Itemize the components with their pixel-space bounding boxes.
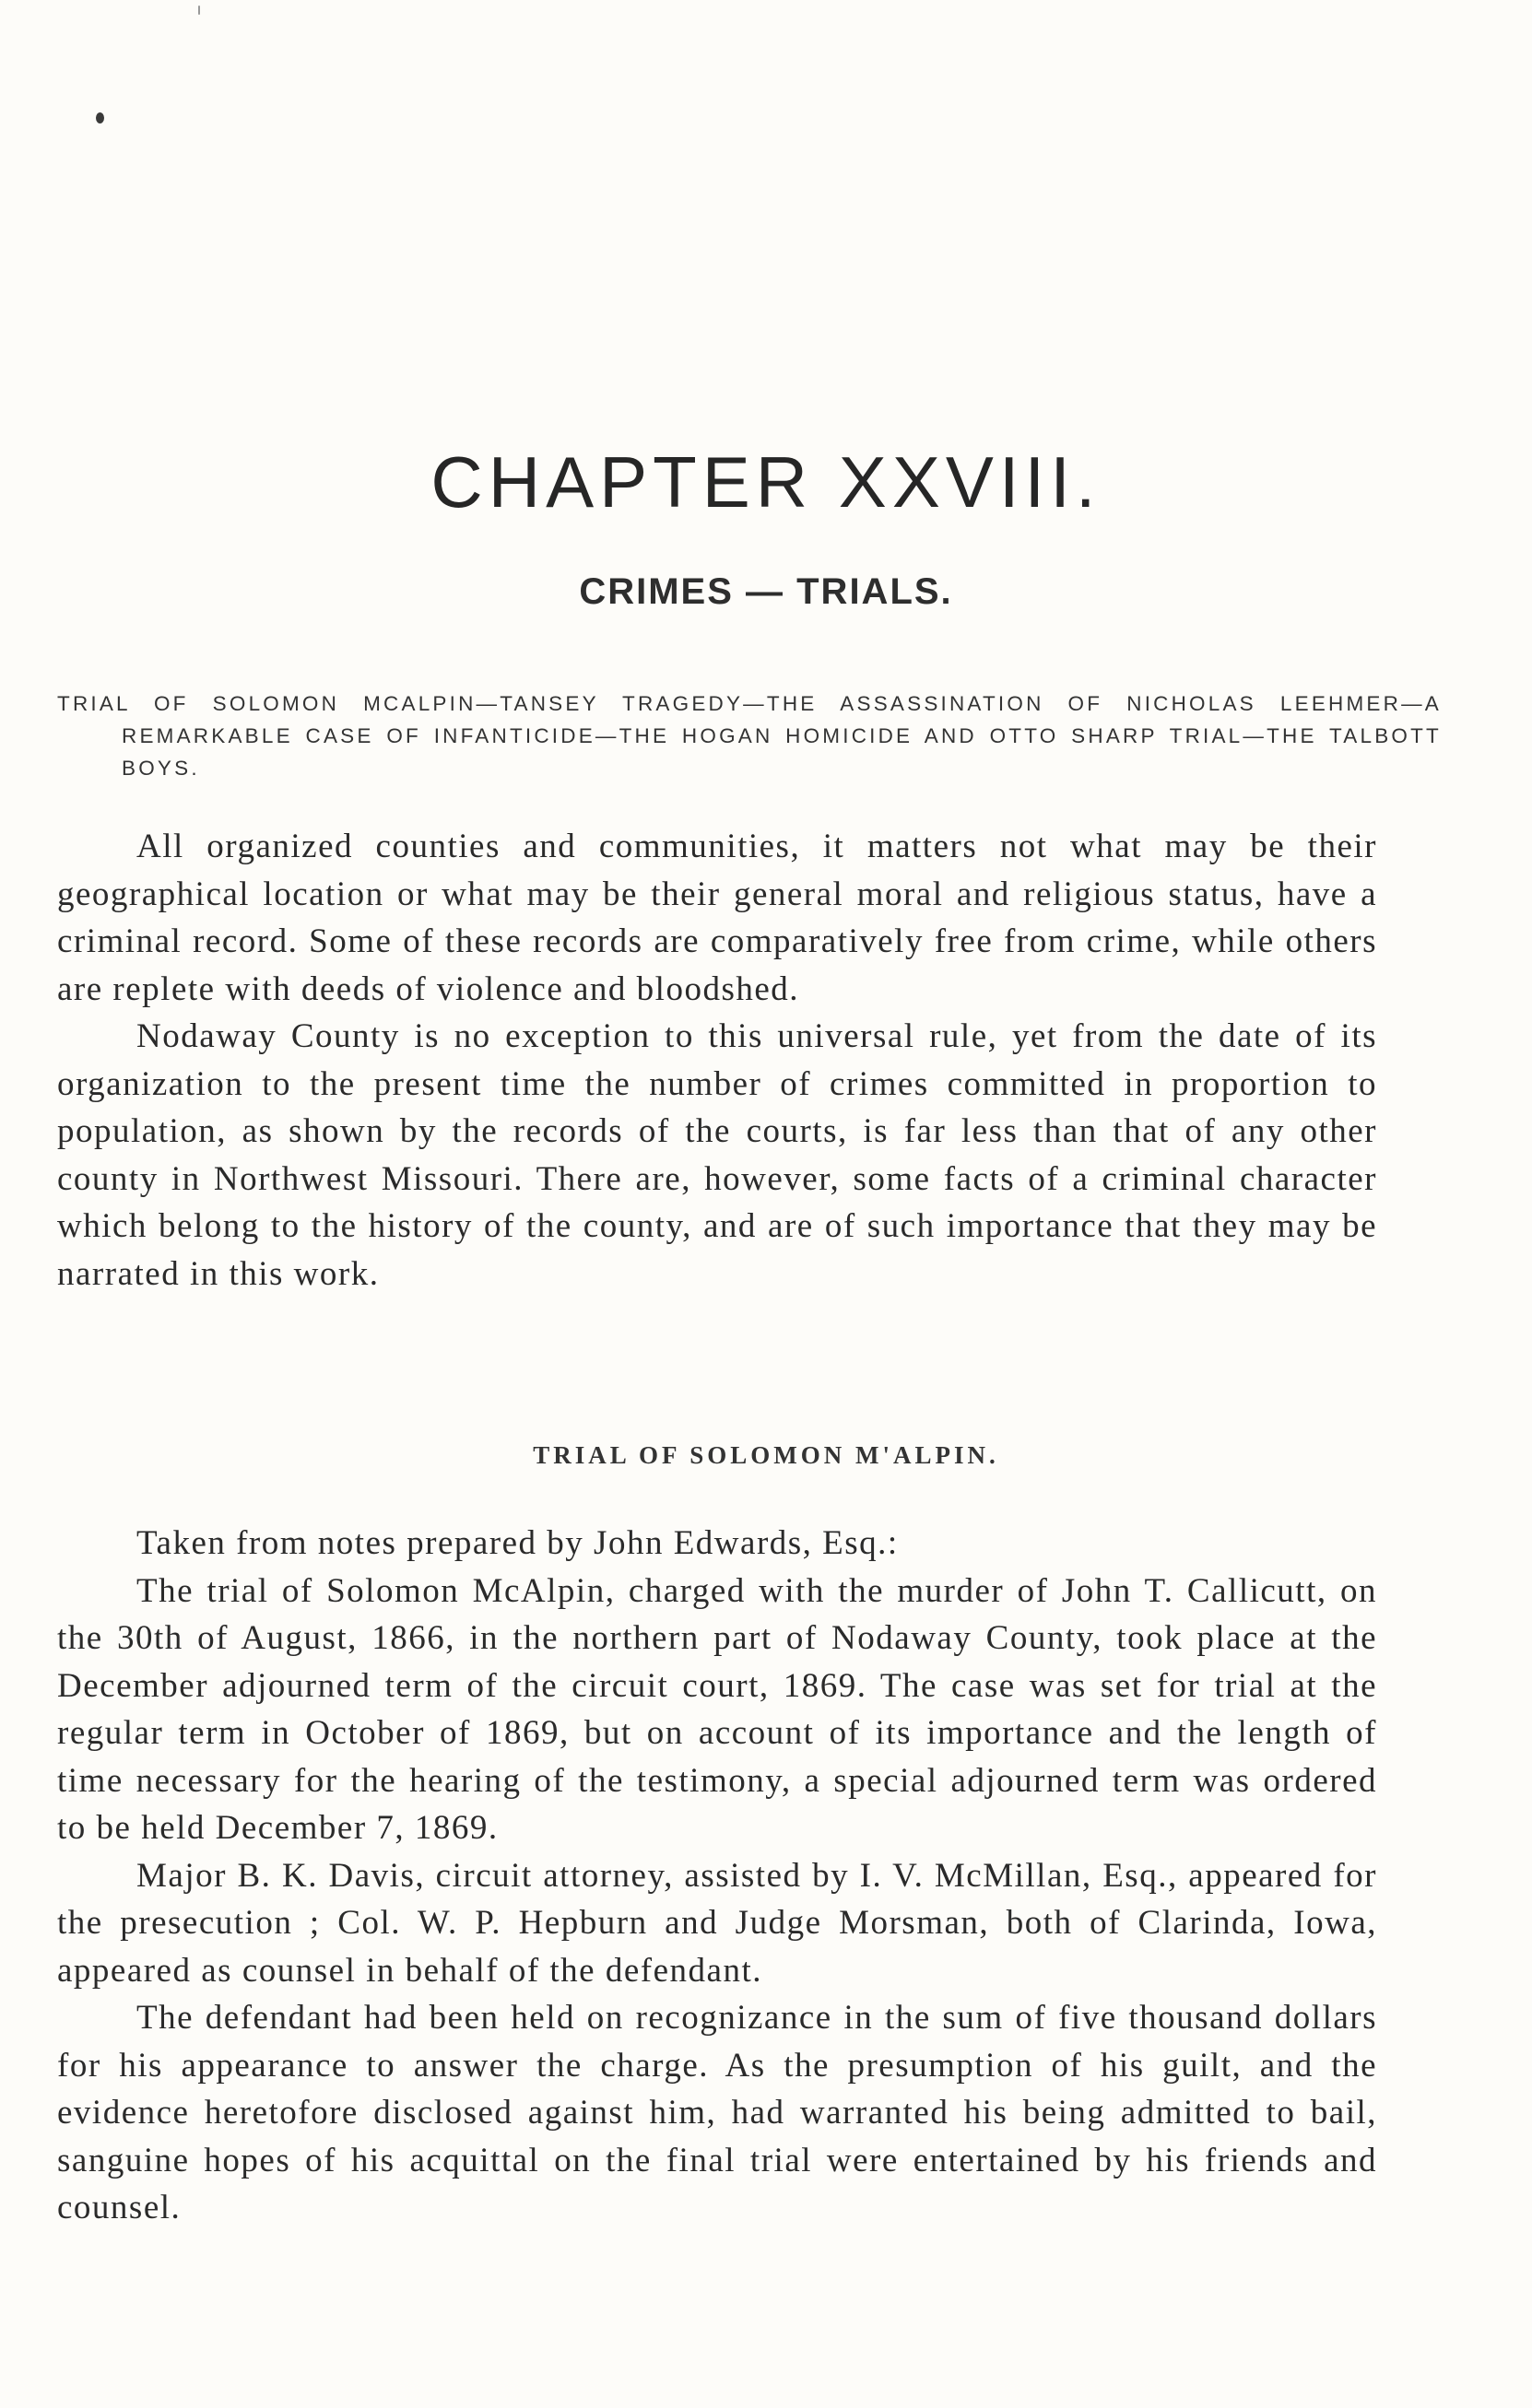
ink-speck-mark	[96, 112, 104, 123]
paragraph: All organized counties and communities, it matters not what may be their geographical location or what may be their general moral and religious status, have a criminal record. Some of these records are comparatively free from crime, while others are replete with deeds of violence and bloodshed.	[57, 828, 1377, 1008]
chapter-subtitle: CRIMES — TRIALS.	[579, 571, 953, 612]
ink-speck-mark	[198, 6, 200, 15]
section-heading: TRIAL OF SOLOMON M'ALPIN.	[533, 1441, 999, 1469]
paragraph: Taken from notes prepared by John Edwards, Esq.:	[136, 1524, 899, 1562]
paragraph: Major B. K. Davis, circuit attorney, assisted by I. V. McMillan, Esq., appeared for the presecution ; Col. W. P. Hepburn and Judge Morsman, both of Clarinda, Iowa, appeared as counsel in behalf of the defendant.	[57, 1856, 1377, 1990]
chapter-title: CHAPTER XXVIII.	[430, 441, 1102, 523]
paragraph: Nodaway County is no exception to this universal rule, yet from the date of its organization to the present time the number of crimes committed in proportion to population, as shown by the records of the courts, is far less than that of any other county in Northwest Missouri. There are, however, some facts of a criminal character which belong to the history of the county, and are of such importance that they may be narrated in this work.	[57, 1017, 1377, 1293]
paragraph: The defendant had been held on recognizance in the sum of five thousand dollars for his appearance to answer the charge. As the presumption of his guilt, and the evidence heretofore disclosed against him, had warranted his being admitted to bail, sanguine hopes of his acquittal on the final trial were entertained by his friends and counsel.	[57, 1999, 1377, 2226]
chapter-synopsis: TRIAL OF SOLOMON MCALPIN—TANSEY TRAGEDY—THE ASSASSINATION OF NICHOLAS LEEHMER—A REMARKABLE CASE OF INFANTICIDE—THE HOGAN HOMICIDE AND OTTO SHARP TRIAL—THE TALBOTT BOYS.	[57, 692, 1442, 780]
section-text	[57, 1520, 1377, 2232]
paragraph: The trial of Solomon McAlpin, charged with the murder of John T. Callicutt, on the 30th of August, 1866, in the northern part of Nodaway County, took place at the December adjourned term of the circuit court, 1869. The case was set for trial at the regular term in October of 1869, but on account of its importance and the length of time necessary for the hearing of the testimony, a special adjourned term was ordered to be held December 7, 1869.	[57, 1571, 1377, 1847]
intro-text	[57, 823, 1377, 1298]
